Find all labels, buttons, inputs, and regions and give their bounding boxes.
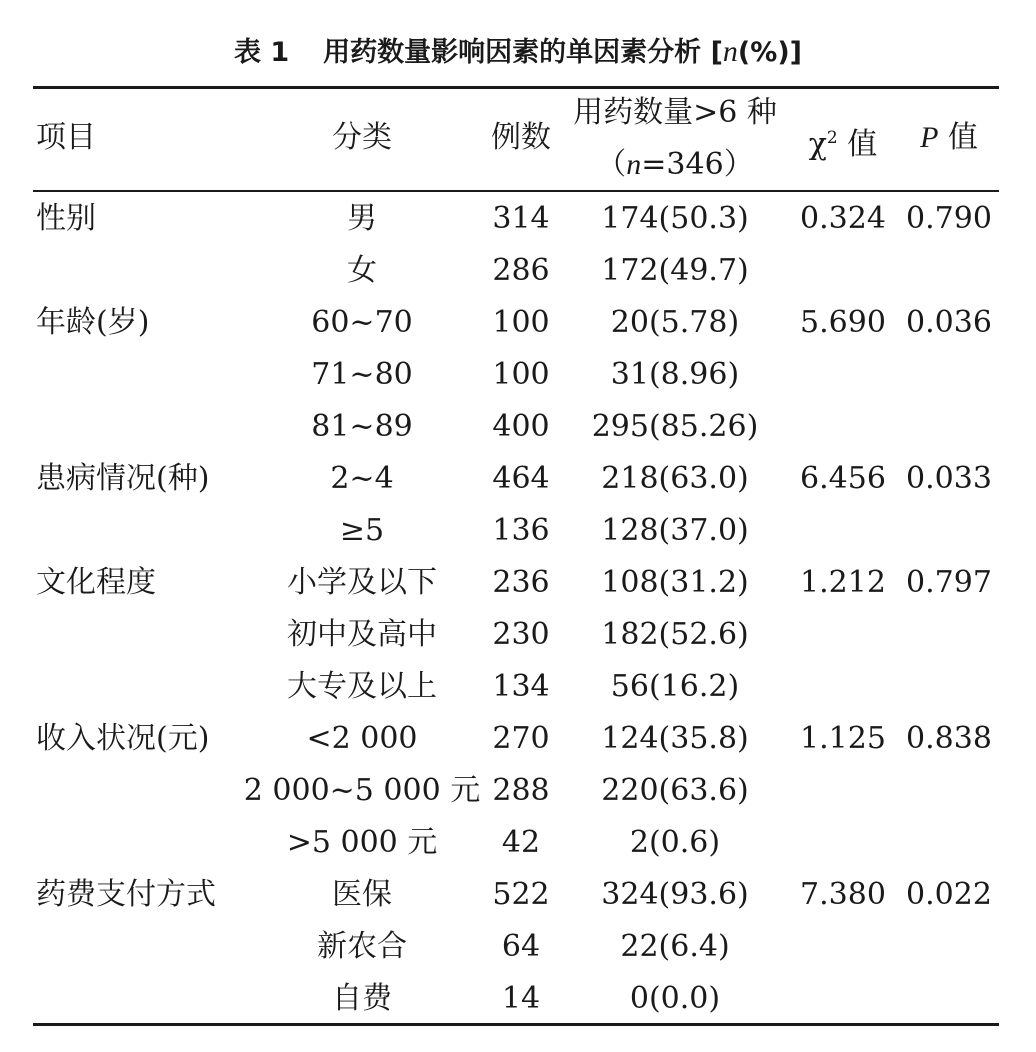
cell-item: 年龄(岁): [36, 305, 150, 340]
cell-category: 初中及高中: [287, 617, 437, 652]
cell-category: >5 000 元: [286, 825, 438, 860]
cell-count: 236: [492, 565, 550, 600]
cell-category: ≥5: [339, 513, 385, 548]
bottom-rule: [33, 1023, 999, 1026]
cell-category: 2 000~5 000 元: [243, 773, 481, 808]
header-item: 项目: [36, 120, 96, 155]
cell-positive: 172(49.7): [601, 253, 749, 288]
cell-chi-square: 1.212: [800, 565, 886, 600]
cell-category: 新农合: [317, 929, 407, 964]
cell-positive: 174(50.3): [601, 201, 749, 236]
table-row: [0, 505, 1036, 557]
cell-count: 42: [501, 825, 541, 860]
chi-symbol: χ: [808, 127, 827, 162]
table-row: [0, 349, 1036, 401]
table-row: [0, 557, 1036, 609]
cell-positive: 2(0.6): [629, 825, 721, 860]
table-row: [0, 401, 1036, 453]
cell-category: 自费: [332, 981, 392, 1016]
cell-positive: 22(6.4): [620, 929, 730, 964]
cell-category: 2~4: [330, 461, 394, 496]
header-count: 例数: [491, 120, 551, 155]
cell-count: 270: [492, 721, 550, 756]
table-row: [0, 661, 1036, 713]
table-row: [0, 245, 1036, 297]
table-row: [0, 869, 1036, 921]
chi-suffix: 值: [837, 127, 878, 162]
cell-positive: 182(52.6): [601, 617, 749, 652]
cell-count: 400: [492, 409, 550, 444]
cell-positive: 218(63.0): [601, 461, 749, 496]
header-rule: [33, 190, 999, 192]
cell-category: 81~89: [311, 409, 413, 444]
table-title: 用药数量影响因素的单因素分析 [: [323, 37, 723, 68]
header-n: n: [626, 148, 642, 181]
cell-positive: 0(0.0): [629, 981, 721, 1016]
cell-positive: 108(31.2): [601, 565, 749, 600]
table-row: [0, 765, 1036, 817]
cell-category: 大专及以上: [287, 669, 437, 704]
cell-count: 64: [501, 929, 541, 964]
cell-count: 522: [492, 877, 550, 912]
table-row: [0, 193, 1036, 245]
table-row: [0, 297, 1036, 349]
cell-count: 100: [492, 305, 550, 340]
cell-positive: 324(93.6): [601, 877, 749, 912]
cell-item: 患病情况(种): [36, 461, 210, 496]
cell-p-value: 0.797: [906, 565, 992, 600]
p-suffix: 值: [938, 120, 978, 155]
cell-p-value: 0.838: [906, 721, 992, 756]
table-row: [0, 817, 1036, 869]
cell-positive: 124(35.8): [601, 721, 749, 756]
cell-category: <2 000: [306, 721, 418, 756]
cell-chi-square: 1.125: [800, 721, 886, 756]
cell-positive: 128(37.0): [601, 513, 749, 548]
cell-chi-square: 7.380: [800, 877, 886, 912]
cell-count: 230: [492, 617, 550, 652]
header-positive-line1: 用药数量>6 种: [573, 95, 777, 130]
cell-count: 288: [492, 773, 550, 808]
cell-category: 男: [347, 201, 377, 236]
cell-positive: 56(16.2): [610, 669, 740, 704]
cell-count: 100: [492, 357, 550, 392]
cell-item: 文化程度: [36, 565, 156, 600]
cell-count: 286: [492, 253, 550, 288]
cell-item: 收入状况(元): [36, 721, 210, 756]
table-row: [0, 973, 1036, 1025]
cell-category: 小学及以下: [287, 565, 437, 600]
table-row: [0, 453, 1036, 505]
table-caption: [0, 30, 1036, 69]
table-row: [0, 921, 1036, 973]
header-positive-line2: [596, 146, 753, 184]
cell-positive: 20(5.78): [610, 305, 740, 340]
cell-category: 71~80: [311, 357, 413, 392]
cell-positive: 220(63.6): [601, 773, 749, 808]
paren-open: （: [596, 147, 627, 182]
cell-chi-square: 5.690: [800, 305, 886, 340]
cell-item: 药费支付方式: [36, 877, 216, 912]
cell-chi-square: 0.324: [800, 201, 886, 236]
cell-p-value: 0.033: [906, 461, 992, 496]
cell-positive: 295(85.26): [591, 409, 759, 444]
cell-count: 14: [501, 981, 541, 1016]
cell-chi-square: 6.456: [800, 461, 886, 496]
cell-item: 性别: [36, 201, 96, 236]
cell-p-value: 0.790: [906, 201, 992, 236]
table-row: [0, 609, 1036, 661]
p-symbol: P: [920, 121, 939, 154]
cell-category: 医保: [332, 877, 392, 912]
top-rule: [33, 86, 999, 89]
table-row: [0, 713, 1036, 765]
cell-count: 134: [492, 669, 550, 704]
table-number: 表 1: [233, 37, 290, 68]
cell-count: 314: [492, 201, 550, 236]
cell-p-value: 0.022: [906, 877, 992, 912]
cell-category: 60~70: [311, 305, 413, 340]
cell-count: 464: [492, 461, 550, 496]
cell-p-value: 0.036: [906, 305, 992, 340]
caption-unit: (%)]: [737, 37, 802, 68]
cell-category: 女: [347, 253, 377, 288]
header-p-value: [920, 119, 978, 157]
header-chi-square: [809, 119, 878, 164]
cell-count: 136: [492, 513, 550, 548]
cell-positive: 31(8.96): [610, 357, 740, 392]
chi-superscript: 2: [826, 128, 838, 148]
header-category: 分类: [332, 120, 392, 155]
caption-n: n: [722, 35, 738, 68]
header-n-value: =346）: [641, 147, 754, 182]
